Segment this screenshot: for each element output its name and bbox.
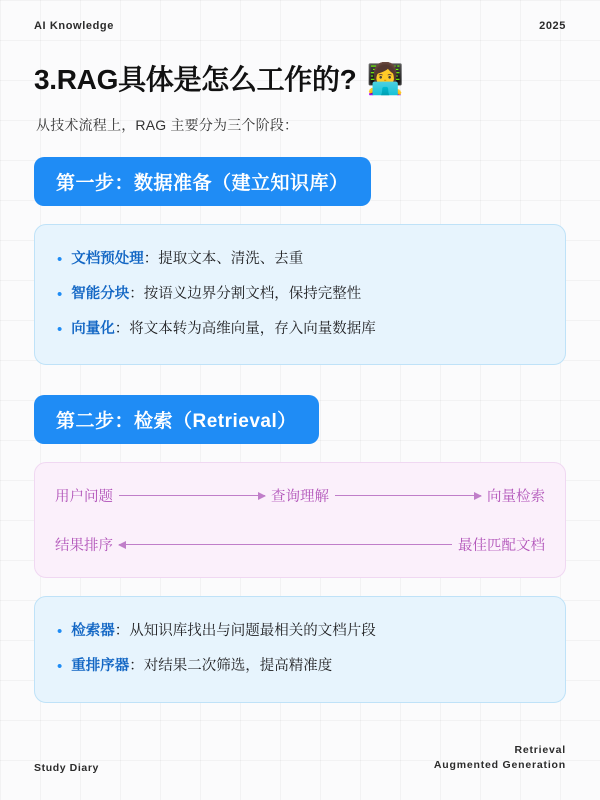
flow-node-vector-search: 向量检索 (487, 489, 545, 506)
step-2-badge: 第二步：检索（Retrieval） (34, 395, 319, 444)
retrieval-flow-diagram (34, 462, 566, 578)
footer-right-line-2: Augmented Generation (433, 759, 566, 772)
flow-node-best-match-doc: 最佳匹配文档 (458, 538, 545, 555)
bullet-dot-icon: • (57, 658, 63, 675)
page-subtitle: 从技术流程上，RAG 主要分为三个阶段： (36, 117, 299, 133)
list-item-term: 重排序器 (71, 658, 130, 674)
list-item-desc: ：对结果二次筛选，提高精准度 (129, 658, 333, 674)
page-footer (34, 743, 566, 775)
arrow-left-icon (119, 544, 452, 545)
page-header (34, 20, 566, 32)
flow-node-user-question: 用户问题 (55, 489, 113, 506)
list-item-desc: ：将文本转为高维向量，存入向量数据库 (114, 320, 376, 337)
brand-label: AI Knowledge (34, 20, 114, 32)
flow-node-query-understanding: 查询理解 (271, 489, 329, 506)
step-1-badge: 第一步：数据准备（建立知识库） (34, 157, 371, 206)
list-item-desc: ：提取文本、清洗、去重 (143, 251, 304, 267)
list-item-desc: ：按语义边界分割文档，保持完整性 (129, 285, 362, 302)
bullet-dot-icon: • (57, 285, 63, 303)
page-content (34, 62, 566, 703)
page-title-text: 3.RAG具体是怎么工作的? (34, 64, 357, 95)
bullet-dot-icon: • (57, 251, 63, 268)
list-item-term: 智能分块 (71, 285, 130, 302)
section-spacer (34, 578, 566, 596)
list-item-term: 向量化 (71, 320, 115, 337)
list-item (57, 656, 543, 678)
bullet-dot-icon: • (57, 623, 63, 641)
list-item (57, 249, 543, 271)
step-1-card (34, 224, 566, 365)
list-item-desc: ：从知识库找出与问题最相关的文档片段 (114, 623, 376, 640)
footer-right-label (434, 743, 566, 775)
list-item (57, 621, 543, 643)
footer-right-line-1: Retrieval (514, 743, 566, 756)
year-label: 2025 (539, 20, 566, 32)
bullet-dot-icon: • (57, 320, 63, 338)
flow-row-forward (55, 485, 545, 506)
arrow-right-icon (119, 495, 265, 496)
list-item-term: 检索器 (71, 623, 115, 640)
arrow-right-icon (335, 495, 481, 496)
list-item-term: 文档预处理 (71, 251, 144, 267)
list-item (57, 284, 543, 306)
step-2-card (34, 596, 566, 703)
technologist-emoji-icon: 👩‍💻 (366, 62, 404, 96)
section-spacer (34, 365, 566, 395)
flow-row-return (55, 534, 545, 555)
page-title (34, 62, 566, 97)
footer-left-label: Study Diary (34, 762, 99, 774)
flow-node-result-ranking: 结果排序 (55, 538, 113, 555)
list-item (57, 319, 543, 341)
